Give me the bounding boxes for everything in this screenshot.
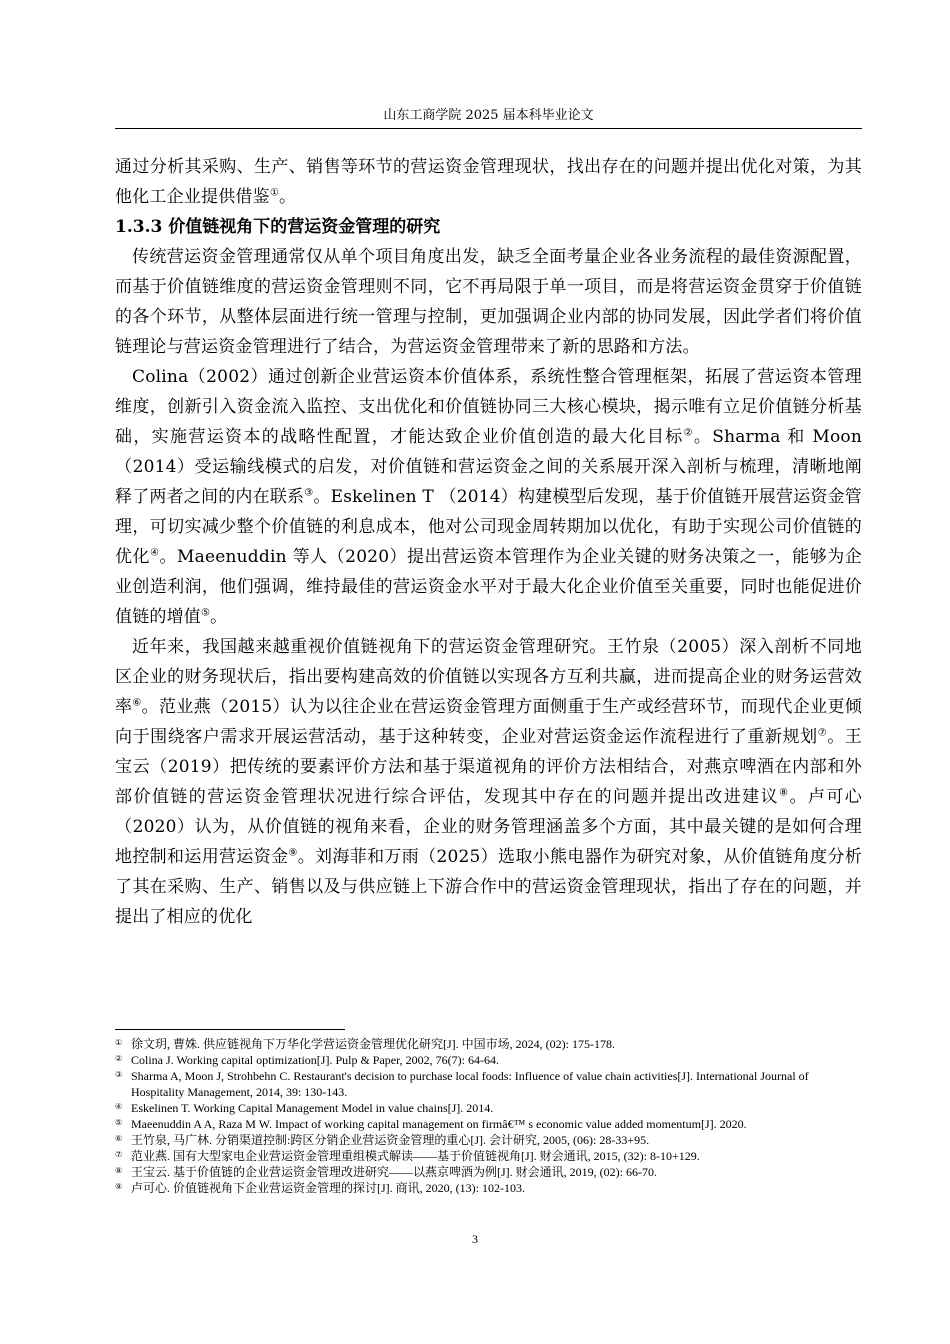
footnote-ref: ⑦ [817, 727, 828, 739]
page-number: 3 [472, 1232, 478, 1246]
footnote-mark: ③ [115, 1070, 123, 1079]
footnote-ref: ⑧ [779, 787, 790, 799]
footnote-text: 范业燕. 国有大型家电企业营运资金管理重组模式解读——基于价值链视角[J]. 财会通讯, 2015, (32): 8-10+129. [131, 1149, 700, 1163]
footnote-mark: ⑨ [115, 1182, 123, 1191]
footnote-item [115, 1148, 862, 1164]
footnote-ref: ⑨ [288, 847, 298, 859]
footnote-mark: ④ [115, 1102, 123, 1111]
footnotes [115, 1036, 862, 1196]
footnote-item [115, 1100, 862, 1116]
footnote-item [115, 1180, 862, 1196]
footnote-item [115, 1132, 862, 1148]
footnote-text: 王竹泉, 马广林. 分销渠道控制:跨区分销企业营运资金管理的重心[J]. 会计研究, 2005, (06): 28-33+95. [131, 1133, 650, 1147]
footnote-item [115, 1036, 862, 1052]
paragraph-continuation: 通过分析其采购、生产、销售等环节的营运资金管理现状，找出存在的问题并提出优化对策，为其他化工企业提供借鉴①。 [115, 157, 862, 207]
footnote-ref: ⑥ [132, 697, 142, 709]
footnote-text: 王宝云. 基于价值链的企业营运资金管理改进研究——以燕京啤酒为例[J]. 财会通讯, 2019, (02): 66-70. [131, 1165, 657, 1179]
footnote-mark: ① [115, 1038, 123, 1047]
footnote-mark: ⑧ [115, 1166, 123, 1175]
footnote-ref: ③ [304, 487, 314, 499]
footnote-item [115, 1164, 862, 1180]
paragraph-foreign-research: Colina（2002）通过创新企业营运资本价值体系，系统性整合管理框架，拓展了营运资本管理维度，创新引入资金流入监控、支出优化和价值链协同三大核心模块，揭示唯有立足价值链分析基础，实施营运资本的战略性配置，才能达致企业价值创造的最大化目标②。Sharma 和 Moon（2014）受运输线模式的启发，对价值链和营运资金之间的关系展开深入剖析与梳理，清晰地阐释了两者之间的内在联系③。Eskelinen T （2014）构建模型后发现，基于价值链开展营运资金管理，可切实减少整个价值链的利息成本，他对公司现金周转期加以优化，有助于实现公司价值链的优化④。Maeenuddin 等人（2020）提出营运资本管理作为企业关键的财务决策之一，能够为企业创造利润，他们强调，维持最佳的营运资金水平对于最大化企业价值至关重要，同时也能促进价值链的增值⑤。 [115, 367, 863, 627]
footnote-divider [115, 1029, 345, 1030]
header-title: 山东工商学院 2025 届本科毕业论文 [383, 108, 594, 123]
footnote-mark: ⑦ [115, 1150, 123, 1159]
paragraph-intro: 传统营运资金管理通常仅从单个项目角度出发，缺乏全面考量企业各业务流程的最佳资源配置，而基于价值链维度的营运资金管理则不同，它不再局限于单一项目，而是将营运资金贯穿于价值链的各个环节，从整体层面进行统一管理与控制，更加强调企业内部的协同发展，因此学者们将价值链理论与营运资金管理进行了结合，为营运资金管理带来了新的思路和方法。 [115, 247, 862, 357]
footnote-item [115, 1068, 862, 1100]
main-content [115, 152, 862, 932]
footnote-mark: ⑤ [115, 1118, 123, 1127]
footnote-text: Eskelinen T. Working Capital Management Model in value chains[J]. 2014. [131, 1101, 494, 1115]
footnote-ref: ② [683, 427, 694, 439]
footnote-text: 徐文玥, 曹姝. 供应链视角下万华化学营运资金管理优化研究[J]. 中国市场, 2024, (02): 175-178. [131, 1037, 615, 1051]
footnote-mark: ② [115, 1054, 123, 1063]
page-header [115, 104, 862, 129]
section-heading: 1.3.3 价值链视角下的营运资金管理的研究 [115, 217, 441, 237]
footnote-ref: ④ [150, 547, 160, 559]
footnote-mark: ⑥ [115, 1134, 123, 1143]
footnote-text: Sharma A, Moon J, Strohbehn C. Restaurant's decision to purchase local foods: Influence of value chain activities[J]. International Journal of Hospitality Management, 2014, 39: 130-143. [131, 1069, 809, 1099]
footnote-ref: ⑤ [201, 607, 211, 619]
paragraph-domestic-research: 近年来，我国越来越重视价值链视角下的营运资金管理研究。王竹泉（2005）深入剖析不同地区企业的财务现状后，指出要构建高效的价值链以实现各方互利共赢，进而提高企业的财务运营效率⑥。范业燕（2015）认为以往企业在营运资金管理方面侧重于生产或经营环节，而现代企业更倾向于围绕客户需求开展运营活动，基于这种转变，企业对营运资金运作流程进行了重新规划⑦。王宝云（2019）把传统的要素评价方法和基于渠道视角的评价方法相结合，对燕京啤酒在内部和外部价值链的营运资金管理状况进行综合评估，发现其中存在的问题并提出改进建议⑧。卢可心（2020）认为，从价值链的视角来看，企业的财务管理涵盖多个方面，其中最关键的是如何合理地控制和运用营运资金⑨。刘海菲和万雨（2025）选取小熊电器作为研究对象，从价值链角度分析了其在采购、生产、销售以及与供应链上下游合作中的营运资金管理现状，指出了存在的问题，并提出了相应的优化 [115, 637, 863, 927]
footnote-ref: ① [269, 187, 279, 199]
footnote-text: Maeenuddin A A, Raza M W. Impact of working capital management on firmâ€™ s economic value added momentum[J]. 2020. [131, 1117, 747, 1131]
footnote-item [115, 1052, 862, 1068]
footnote-text: 卢可心. 价值链视角下企业营运资金管理的探讨[J]. 商讯, 2020, (13): 102-103. [131, 1181, 525, 1195]
footnote-item [115, 1116, 862, 1132]
footnote-text: Colina J. Working capital optimization[J]. Pulp & Paper, 2002, 76(7): 64-64. [131, 1053, 499, 1067]
